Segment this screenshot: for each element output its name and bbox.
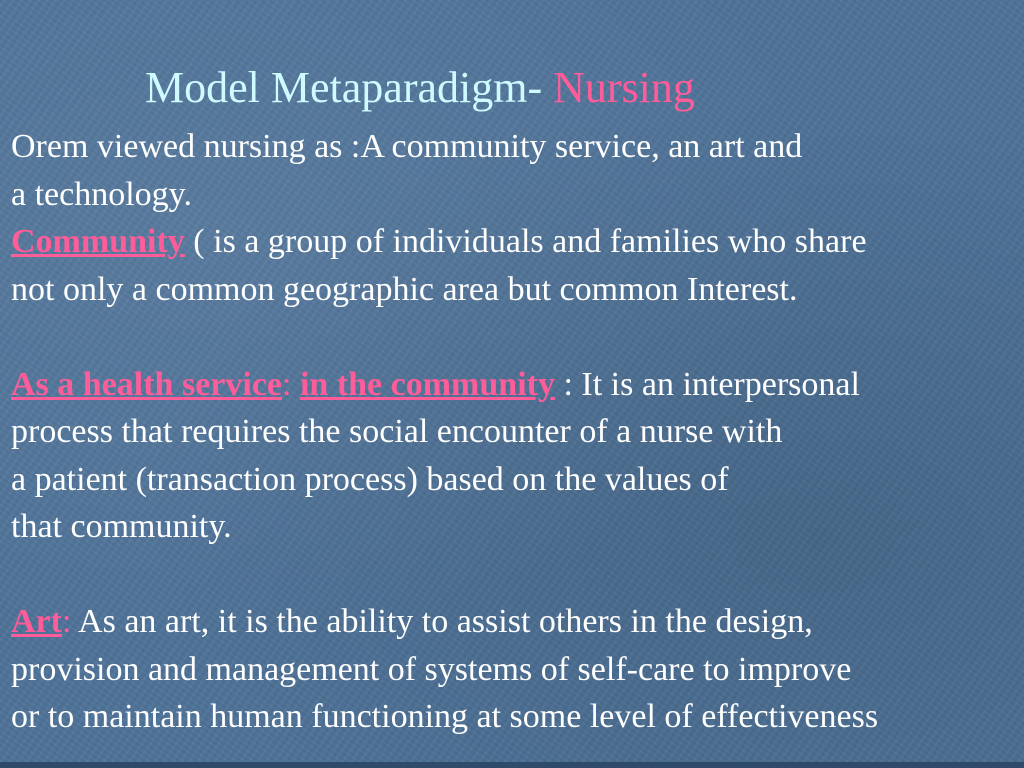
slide-title xyxy=(145,62,695,114)
intro-line-1: Orem viewed nursing as :A community service, an art and xyxy=(11,128,803,165)
health-service-definition-start: : It is an interpersonal xyxy=(554,365,860,403)
paragraph-spacer xyxy=(11,551,1021,599)
health-service-line-2: process that requires the social encounter of a nurse with xyxy=(11,413,783,450)
health-service-line-1 xyxy=(11,361,1021,409)
health-service-line-4: that community. xyxy=(11,508,232,545)
health-service-term: As a health service xyxy=(11,365,283,403)
health-service-separator: : xyxy=(282,365,292,403)
slide-body xyxy=(11,123,1021,741)
community-line-1 xyxy=(11,218,1021,266)
title-accent: Nursing xyxy=(553,63,695,112)
art-line-2: provision and management of systems of self-care to improve xyxy=(11,650,852,688)
community-term: Community xyxy=(11,223,185,260)
health-service-line-3: a patient (transaction process) based on the values of xyxy=(11,460,729,498)
art-line-1 xyxy=(11,598,1021,646)
art-line-3: or to maintain human functioning at some level of effectiveness xyxy=(11,698,879,735)
paragraph-spacer xyxy=(11,313,1021,361)
intro-line-2: a technology. xyxy=(11,175,192,213)
in-community-term: in the community xyxy=(299,365,555,403)
art-separator: : xyxy=(61,603,72,640)
art-term: Art xyxy=(11,603,62,640)
title-main: Model Metaparadigm- xyxy=(145,63,554,112)
art-definition-start: As an art, it is the ability to assist others in the design, xyxy=(71,603,813,640)
community-line-2: not only a common geographic area but common Interest. xyxy=(11,270,798,308)
community-definition-start: ( is a group of individuals and families who share xyxy=(184,223,867,260)
